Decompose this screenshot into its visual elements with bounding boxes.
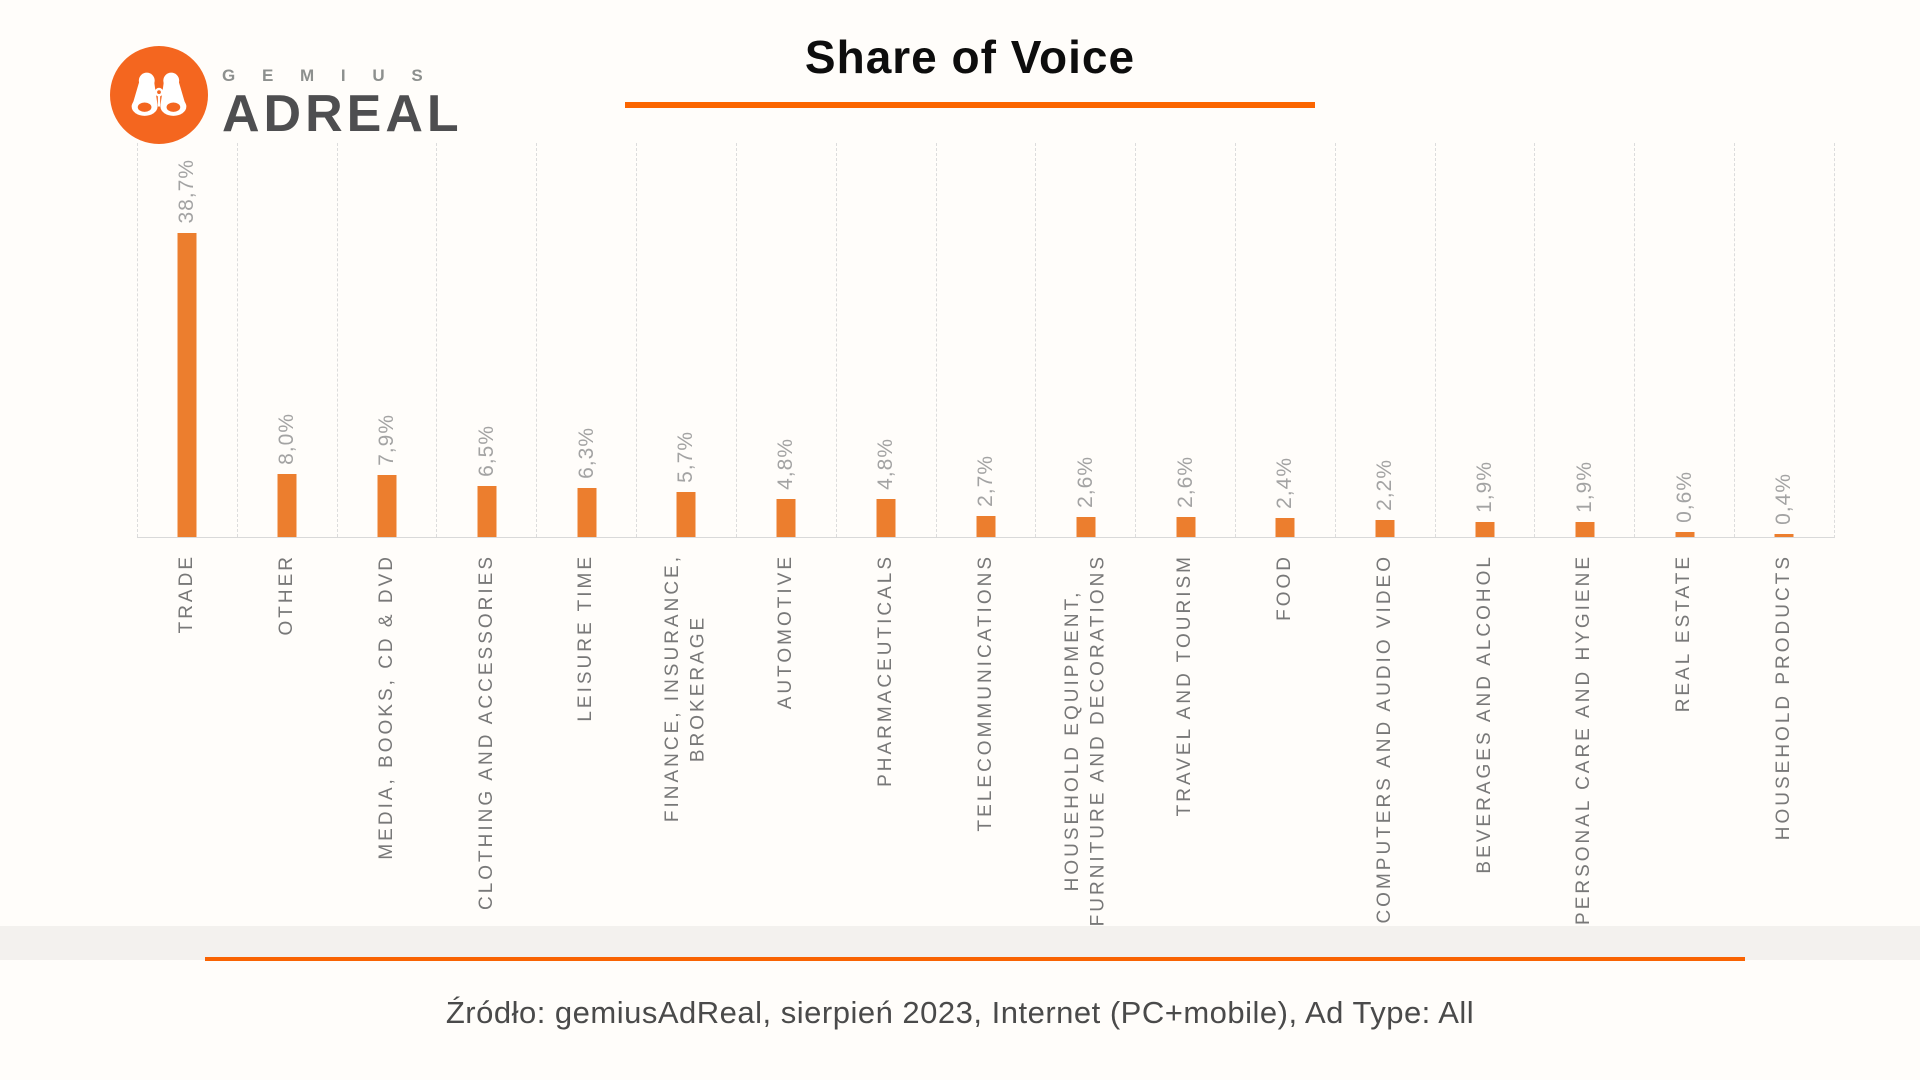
bar (278, 474, 297, 537)
category-cell (936, 538, 1036, 910)
category-label: PHARMACEUTICALS (874, 554, 896, 787)
bar (1575, 522, 1594, 537)
brand-adreal: ADREAL (222, 85, 463, 143)
value-label: 38,7% (175, 159, 199, 224)
source-note: Źródło: gemiusAdReal, sierpień 2023, Internet (PC+mobile), Ad Type: All (445, 995, 1475, 1030)
category-label: FINANCE, INSURANCE, BROKERAGE (662, 554, 709, 823)
chart-slot (836, 143, 936, 537)
category-cell (1235, 538, 1335, 910)
category-label: TRADE (176, 554, 198, 634)
chart-slot (736, 143, 836, 537)
chart-slot (1634, 143, 1734, 537)
plot-area (137, 143, 1835, 538)
title-underline (625, 102, 1315, 108)
value-label: 4,8% (873, 438, 897, 491)
chart-slot (636, 143, 736, 537)
brand-gemius: G E M I U S (222, 66, 434, 85)
category-cell (836, 538, 936, 910)
logo-circle (110, 46, 208, 144)
chart-slot (1135, 143, 1235, 537)
bar (1675, 532, 1694, 537)
category-cell (536, 538, 636, 910)
chart-header (622, 30, 1318, 108)
bar-chart (137, 143, 1835, 927)
category-label: PERSONAL CARE AND HYGIENE (1573, 554, 1595, 925)
category-cell (1135, 538, 1235, 910)
category-cell (1035, 538, 1135, 927)
chart-slot (1335, 143, 1435, 537)
footer-band (0, 926, 1920, 960)
chart-slot (1734, 143, 1834, 537)
bar (976, 516, 995, 537)
value-label: 4,8% (774, 438, 798, 491)
chart-slot (1534, 143, 1634, 537)
bar (777, 499, 796, 537)
chart-slot (1235, 143, 1335, 537)
category-cell (1534, 538, 1634, 925)
category-label: REAL ESTATE (1673, 554, 1695, 713)
category-label: HOUSEHOLD PRODUCTS (1773, 554, 1795, 841)
bar (677, 492, 696, 537)
bar (178, 233, 197, 537)
value-label: 2,6% (1173, 455, 1197, 508)
bar (1475, 522, 1494, 537)
logo-text (222, 46, 463, 143)
bar (378, 475, 397, 537)
footer-divider-line (205, 957, 1745, 961)
value-label: 1,9% (1472, 461, 1496, 514)
category-cell (736, 538, 836, 910)
chart-slot (337, 143, 437, 537)
category-axis (137, 538, 1834, 927)
category-cell (1435, 538, 1535, 910)
chart-slot (1435, 143, 1535, 537)
category-label: TELECOMMUNICATIONS (974, 554, 996, 832)
value-label: 6,5% (474, 425, 498, 477)
chart-slot (436, 143, 536, 537)
chart-slot (237, 143, 337, 537)
value-label: 6,3% (574, 426, 598, 479)
value-label: 5,7% (674, 431, 698, 484)
chart-slot (936, 143, 1036, 537)
bar (1376, 520, 1395, 537)
category-cell (1734, 538, 1834, 910)
binoculars-icon (123, 59, 195, 131)
category-cell (1335, 538, 1435, 924)
category-label: COMPUTERS AND AUDIO VIDEO (1373, 554, 1395, 924)
category-label: HOUSEHOLD EQUIPMENT, FURNITURE AND DECORATIONS (1061, 554, 1109, 927)
chart-slot (536, 143, 636, 537)
category-label: CLOTHING AND ACCESSORIES (475, 554, 497, 911)
value-label: 2,6% (1073, 455, 1097, 508)
chart-slot (1035, 143, 1135, 537)
category-label: OTHER (275, 554, 297, 636)
bar (477, 486, 496, 537)
category-cell (337, 538, 437, 910)
category-cell (137, 538, 237, 910)
value-label: 2,4% (1273, 457, 1297, 510)
bar (877, 499, 896, 537)
category-label: AUTOMOTIVE (774, 554, 796, 710)
category-cell (237, 538, 337, 910)
value-label: 2,7% (973, 454, 997, 507)
value-label: 8,0% (275, 413, 299, 466)
bar (1176, 517, 1195, 537)
bar (1775, 534, 1794, 537)
value-label: 0,4% (1772, 472, 1796, 525)
value-label: 0,6% (1672, 471, 1696, 524)
value-label: 2,2% (1372, 458, 1396, 511)
category-cell (636, 538, 736, 910)
category-cell (1634, 538, 1734, 910)
category-label: FOOD (1274, 554, 1296, 621)
chart-slot (137, 143, 237, 537)
category-label: TRAVEL AND TOURISM (1174, 554, 1196, 817)
bar (1276, 518, 1295, 537)
category-label: BEVERAGES AND ALCOHOL (1473, 554, 1495, 874)
logo (110, 46, 463, 144)
value-label: 1,9% (1572, 461, 1596, 514)
bar (577, 488, 596, 537)
category-label: LEISURE TIME (575, 554, 597, 722)
category-cell (436, 538, 536, 910)
value-label: 7,9% (374, 414, 398, 466)
bar (1076, 517, 1095, 537)
category-label: MEDIA, BOOKS, CD & DVD (375, 554, 397, 860)
page-title: Share of Voice (804, 31, 1136, 83)
